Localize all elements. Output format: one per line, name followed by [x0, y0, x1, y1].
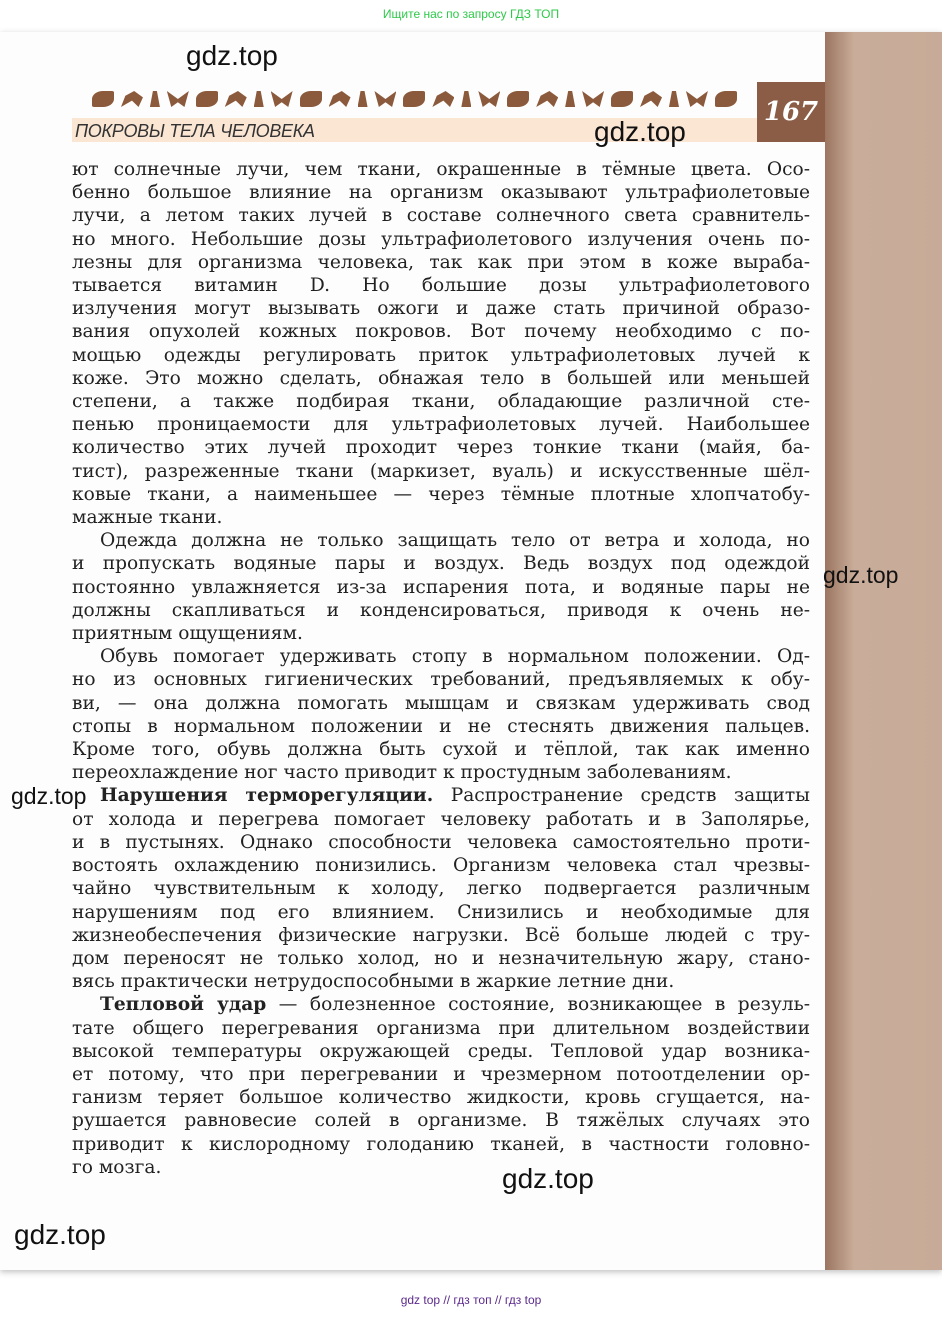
animal-silhouette-icon: [300, 91, 322, 107]
line-text: Распространение средств защиты: [433, 785, 810, 807]
text-line: [72, 529, 810, 552]
line-text: ковые ткани, а наименьшее — через тёмные плотные хлопчатобу-: [72, 483, 810, 505]
line-text: стопы в нормальном положении и не стеснять движения пальцев.: [72, 715, 810, 737]
animal-silhouette-icon: [669, 91, 679, 107]
line-text: должны скапливаться и конденсироваться, приводя к очень не-: [72, 599, 810, 621]
line-text: вясь практически нетрудоспособными в жаркие летние дни.: [72, 971, 675, 993]
animal-silhouette-icon: [225, 91, 247, 107]
text-line: [72, 158, 810, 181]
text-line: [72, 1017, 810, 1040]
text-line: [72, 228, 810, 251]
line-text: — болезненное состояние, возникающее в резуль-: [266, 994, 810, 1016]
line-text: Обувь помогает удерживать стопу в нормальном положении. Од-: [100, 646, 810, 668]
line-text: бенно большое влияние на организм оказывают ультрафиолетовые: [72, 182, 810, 204]
text-line: [72, 692, 810, 715]
body-text: [72, 158, 810, 1179]
text-line: [72, 390, 810, 413]
search-hint: Ищите нас по запросу ГДЗ ТОП: [382, 7, 560, 21]
line-text: Кроме того, обувь должна быть сухой и тёплой, так как именно: [72, 739, 810, 761]
animal-silhouette-icon: [358, 91, 368, 107]
line-text: лезны для организма человека, так как при этом в коже выраба-: [72, 251, 810, 273]
text-line: [72, 506, 810, 529]
text-line: [72, 1156, 810, 1179]
text-line: [72, 599, 810, 622]
text-line: [72, 738, 810, 761]
line-text: количество этих лучей проходит через тонкие ткани (майя, ба-: [72, 437, 810, 459]
text-line: [72, 947, 810, 970]
watermark: gdz.top: [823, 562, 899, 588]
watermark: gdz.top: [11, 783, 87, 809]
line-text: тате общего перегревания организма при длительном воздействии: [72, 1017, 810, 1039]
bold-term: Нарушения терморегуляции.: [100, 785, 434, 807]
text-line: [72, 1040, 810, 1063]
animal-silhouette-icon: [536, 91, 558, 107]
text-line: [72, 645, 810, 668]
text-line: [72, 622, 810, 645]
text-line: [72, 784, 810, 807]
watermark: gdz.top: [186, 40, 278, 71]
line-text: постоянно увлажняется из-за испарения пота, и водяные пары не: [72, 576, 810, 598]
text-line: [72, 715, 810, 738]
animal-silhouette-icon: [403, 91, 425, 107]
text-line: [72, 1086, 810, 1109]
text-line: [72, 460, 810, 483]
line-text: Одежда должна не только защищать тело от ветра и холода, но: [100, 530, 810, 552]
text-line: [72, 877, 810, 900]
animal-silhouette-icon: [167, 91, 189, 107]
line-text: приводит к кислородному голоданию тканей, в частности головно-: [72, 1133, 810, 1155]
line-text: тывается витамин D. Но большие дозы ультрафиолетового: [72, 275, 810, 297]
text-line: [72, 436, 810, 459]
text-line: [72, 1063, 810, 1086]
line-text: нарушениям под его влиянием. Снизились и необходимые для: [72, 901, 810, 923]
text-line: [72, 204, 810, 227]
text-line: [72, 483, 810, 506]
animal-silhouette-icon: [121, 91, 143, 107]
animal-silhouette-icon: [254, 91, 264, 107]
text-line: [72, 576, 810, 599]
line-text: высокой температуры окружающей среды. Тепловой удар возника-: [72, 1040, 810, 1062]
animal-silhouette-icon: [92, 91, 114, 107]
text-line: [72, 297, 810, 320]
animal-silhouette-icon: [196, 91, 218, 107]
animal-silhouette-icon: [582, 91, 604, 107]
line-text: рушается равновесие солей в организме. В тяжёлых случаях это: [72, 1110, 810, 1132]
watermark: gdz.top: [14, 1219, 106, 1250]
line-text: мощью одежды регулировать приток ультрафиолетовых лучей к: [72, 344, 810, 366]
text-line: [72, 854, 810, 877]
animal-silhouette-icon: [507, 91, 529, 107]
line-text: тист), разреженные ткани (маркизет, вуаль) и искусственные шёл-: [72, 460, 810, 482]
line-text: ет потому, что при перегревании и чрезмерном потоотделении ор-: [72, 1063, 810, 1085]
text-line: [72, 970, 810, 993]
animal-silhouette-icon: [565, 91, 575, 107]
text-line: [72, 1133, 810, 1156]
text-line: [72, 901, 810, 924]
text-line: [72, 761, 810, 784]
line-text: пенью проницаемости для ультрафиолетовых лучей. Наибольшее: [72, 414, 810, 436]
text-line: [72, 367, 810, 390]
line-text: дом переносят не только холод, но и незначительную жару, стано-: [72, 947, 810, 969]
line-text: коже. Это можно сделать, обнажая тело в большей или меньшей: [72, 367, 810, 389]
animal-silhouette-icon: [271, 91, 293, 107]
animal-silhouette-icon: [640, 91, 662, 107]
page-edge-strip: [825, 32, 942, 1270]
text-line: [72, 808, 810, 831]
watermark: gdz.top: [594, 116, 686, 147]
text-line: [72, 344, 810, 367]
text-line: [72, 413, 810, 436]
text-line: [72, 668, 810, 691]
line-text: ют солнечные лучи, чем ткани, окрашенные в тёмные цвета. Осо-: [72, 159, 810, 180]
footer-links[interactable]: gdz top // гдз топ // гдз top: [400, 1293, 542, 1307]
animal-silhouette-icon: [715, 91, 737, 107]
line-text: степени, а также подбирая ткани, обладающие различной сте-: [72, 391, 810, 413]
line-text: мажные ткани.: [72, 507, 223, 529]
text-line: [72, 993, 810, 1016]
text-line: [72, 924, 810, 947]
line-text: чайно чувствительным к холоду, легко подвергается различным: [72, 878, 810, 900]
watermark: gdz.top: [502, 1163, 594, 1194]
line-text: но много. Небольшие дозы ультрафиолетового излучения очень по-: [72, 228, 810, 250]
text-line: [72, 552, 810, 575]
section-title: ПОКРОВЫ ТЕЛА ЧЕЛОВЕКА: [75, 121, 315, 141]
animal-silhouette-icon: [329, 91, 351, 107]
line-text: приятным ощущениям.: [72, 623, 303, 645]
bold-term: Тепловой удар: [100, 994, 267, 1016]
line-text: жизнеобеспечения физические нагрузки. Всё больше людей с тру-: [72, 924, 810, 946]
text-line: [72, 181, 810, 204]
animal-silhouette-icon: [432, 91, 454, 107]
line-text: и пропускать водяные пары и воздух. Ведь воздух под одеждой: [72, 553, 810, 575]
line-text: лучи, а летом таких лучей в составе солнечного света сравнитель-: [72, 205, 810, 227]
text-line: [72, 274, 810, 297]
animal-silhouette-icon: [478, 91, 500, 107]
line-text: востоять охлаждению понизились. Организм человека стал чрезвы-: [72, 855, 810, 877]
line-text: ганизм теряет большое количество жидкости, кровь сгущается, на-: [72, 1087, 810, 1109]
line-text: го мозга.: [72, 1156, 162, 1178]
animal-silhouette-icon: [150, 91, 160, 107]
text-line: [72, 320, 810, 343]
line-text: вания опухолей кожных покровов. Вот почему необходимо с по-: [72, 321, 810, 343]
animal-silhouette-icon: [611, 91, 633, 107]
line-text: но из основных гигиенических требований, предъявляемых к обу-: [72, 669, 810, 691]
line-text: переохлаждение ног часто приводит к простудным заболеваниям.: [72, 762, 732, 784]
line-text: от холода и перегрева помогает человеку работать и в Заполярье,: [72, 808, 810, 830]
text-line: [72, 831, 810, 854]
line-text: и в пустынях. Однако способности человека самостоятельно проти-: [72, 831, 810, 853]
text-line: [72, 251, 810, 274]
animal-silhouette-icon: [686, 91, 708, 107]
page-number: 167: [757, 82, 825, 142]
text-line: [72, 1109, 810, 1132]
animal-silhouette-icon: [374, 91, 396, 107]
line-text: излучения могут вызывать ожоги и даже стать причиной образо-: [72, 298, 810, 320]
animal-silhouette-icon: [461, 91, 471, 107]
animal-silhouette-border: [92, 86, 737, 112]
line-text: ви, — она должна помогать мышцам и связкам удерживать свод: [72, 692, 810, 714]
